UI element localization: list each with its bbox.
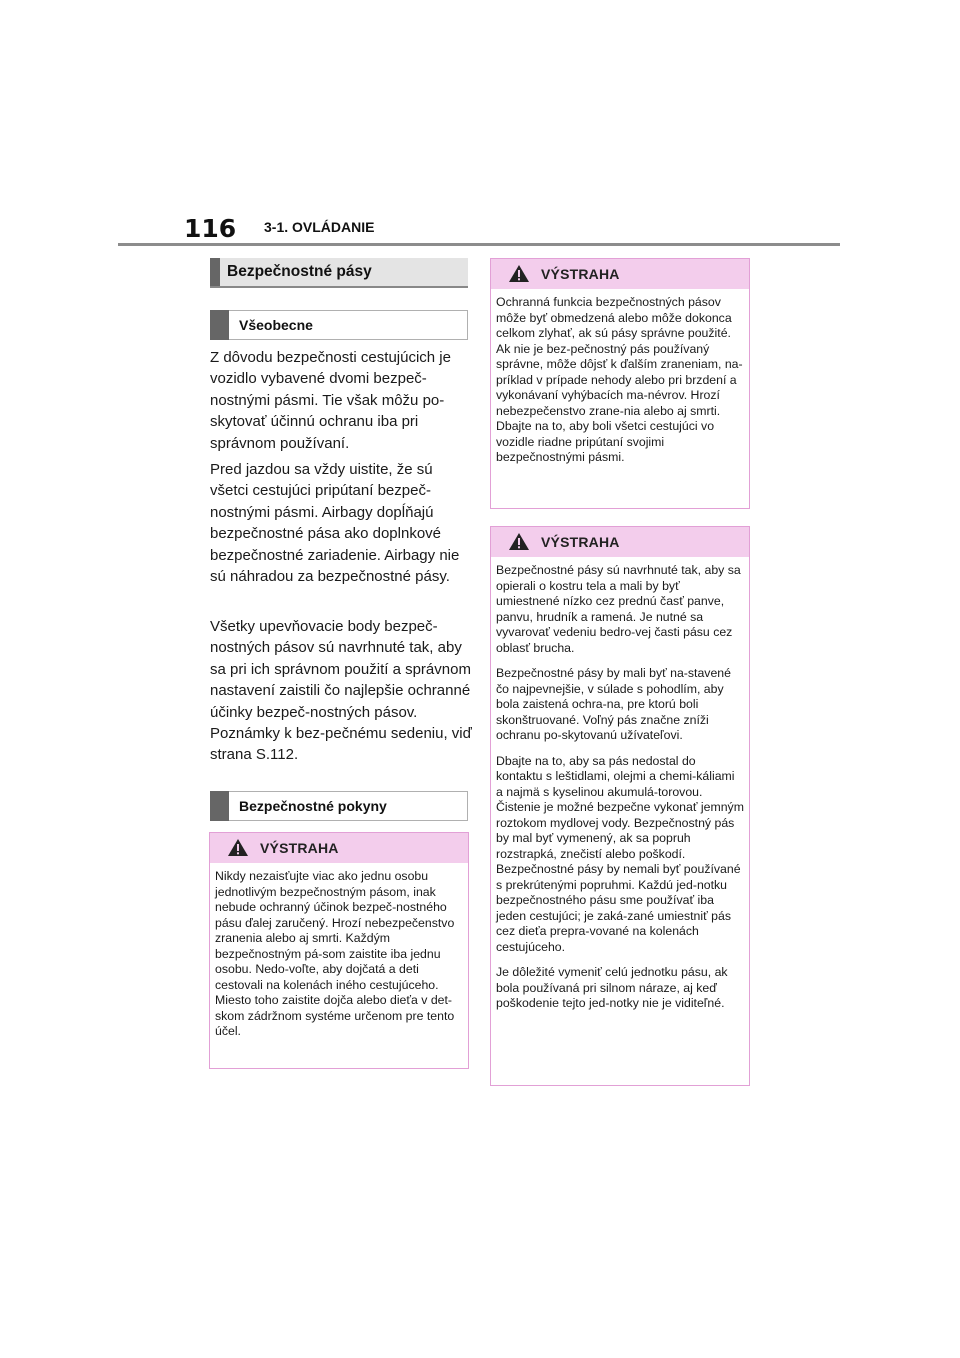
warning-body: [491, 289, 749, 472]
warning-title: VÝSTRAHA: [260, 840, 339, 856]
main-heading-text: Bezpečnostné pásy: [227, 263, 372, 280]
subheading-tab: [210, 310, 229, 340]
warning-body: [491, 557, 749, 1018]
header-rule: [118, 243, 840, 246]
warning-title: VÝSTRAHA: [541, 534, 620, 550]
subheading-tab: [210, 791, 229, 821]
warning-text: Bezpečnostné pásy by mali byť na-stavené čo najpevnejšie, v súlade s pohodlím, aby bola zaistená ochra-na, pre ktorú boli skonštruované. Voľný pás značne zníži ochranu po-skytovanú užívateľovi.: [496, 666, 731, 742]
warning-header: [491, 527, 749, 557]
page-number: 116: [184, 214, 237, 243]
main-heading: [210, 258, 468, 288]
body-paragraph-1: Z dôvodu bezpečnosti cestujúcich je vozidlo vybavené dvomi bezpeč-nostnými pásmi. Tie však môžu po-skytovať účinnú ochranu iba pri správnom používaní.: [210, 349, 451, 452]
subheading-safety: [210, 791, 468, 821]
warning-text: Bezpečnostné pásy sú navrhnuté tak, aby sa opierali o kostru tela a mali by byť umiestnené nízko cez prednú časť panve, panvu, hrudník a ramená. Je nutné sa vyvarovať vedeniu bedro-vej časti pásu cez oblasť brucha.: [496, 563, 741, 655]
body-paragraph-3: Všetky upevňovacie body bezpeč-nostných pásov sú navrhnuté tak, aby sa pri ich správnom použití a správnom nastavení zaistili čo najlepšie ochranné účinky bezpeč-nostných pásov. Poznámky k bez-pečnému sedeniu, viď strana S.112.: [210, 618, 472, 764]
warning-triangle-icon: [227, 838, 249, 857]
warning-title: VÝSTRAHA: [541, 266, 620, 282]
subheading-general-text: Všeobecne: [239, 317, 313, 333]
subheading-general: [210, 310, 468, 340]
warning-header: [210, 833, 468, 863]
warning-text: Dbajte na to, aby sa pás nedostal do kontaktu s leštidlami, olejmi a chemi-káliami a najmä s kyselinou akumulá-torovou. Čistenie je možné bezpečne vykonať jemným roztokom mydlovej vody. Bezpečnostný pás by mal byť vymenený, ak sa popruh rozstrapká, znečistí alebo poškodí. Bezpečnostné pásy by nemali byť používané s prekrútenými popruhmi. Každú jed-notku bezpečnostného pásu sme používať iba jeden cestujúci; je zaká-zané umiestniť pás cez dieťa prepra-vované na kolenách cestujúceho.: [496, 753, 744, 954]
warning-text: Nikdy nezaisťujte viac ako jednu osobu jednotlivým bezpečnostným pásom, inak nebude ochranný účinok bezpeč-nostného pásu ďalej zaručený. Hrozí nebezpečenstvo zranenia alebo aj smrti. Každým bezpečnostným pá-som zaistite iba jednu osobu. Nedo-voľte, aby dojčatá a deti cestovali na kolenách iného cestujúceho. Miesto toho zaistite dojča alebo dieťa v det-skom zádržnom systéme určenom pre tento účel.: [215, 869, 455, 1038]
section-label: 3-1. OVLÁDANIE: [264, 219, 375, 235]
warning-header: [491, 259, 749, 289]
warning-triangle-icon: [508, 532, 530, 551]
warning-box-right-2: [490, 526, 750, 1086]
heading-tab: [210, 258, 220, 286]
warning-box-left: [209, 832, 469, 1069]
warning-triangle-icon: [508, 264, 530, 283]
warning-box-right-1: [490, 258, 750, 509]
warning-text: Ochranná funkcia bezpečnostných pásov môže byť obmedzená alebo môže dokonca celkom zlyhať, ak sú pásy správne použité. Ak nie je bez-pečnostný pás používaný správne, môže dôjsť k ďalším zraneniam, na-príklad v prípade nehody alebo pri brzdení a vykonávaní vyhýbacích ma-névrov. Hrozí nebezpečenstvo zrane-nia alebo aj smrti. Dbajte na to, aby boli všetci cestujúci vo vozidle riadne pripútaní svojimi bezpečnostnými pásmi.: [496, 295, 743, 464]
subheading-safety-text: Bezpečnostné pokyny: [239, 798, 387, 814]
warning-text: Je dôležité vymeniť celú jednotku pásu, ak bola používaná pri silnom náraze, aj keď poškodenie tejto jed-notky nie je viditeľné.: [496, 965, 728, 1010]
body-paragraph-2: Pred jazdou sa vždy uistite, že sú všetci cestujúci pripútaní bezpeč-nostnými pásmi. Airbagy dopĺňajú bezpečnostné pása ako doplnkové bezpečnostné zariadenie. Airbagy nie sú náhradou za bezpečnostné pásy.: [210, 461, 460, 586]
warning-body: [210, 863, 468, 1046]
